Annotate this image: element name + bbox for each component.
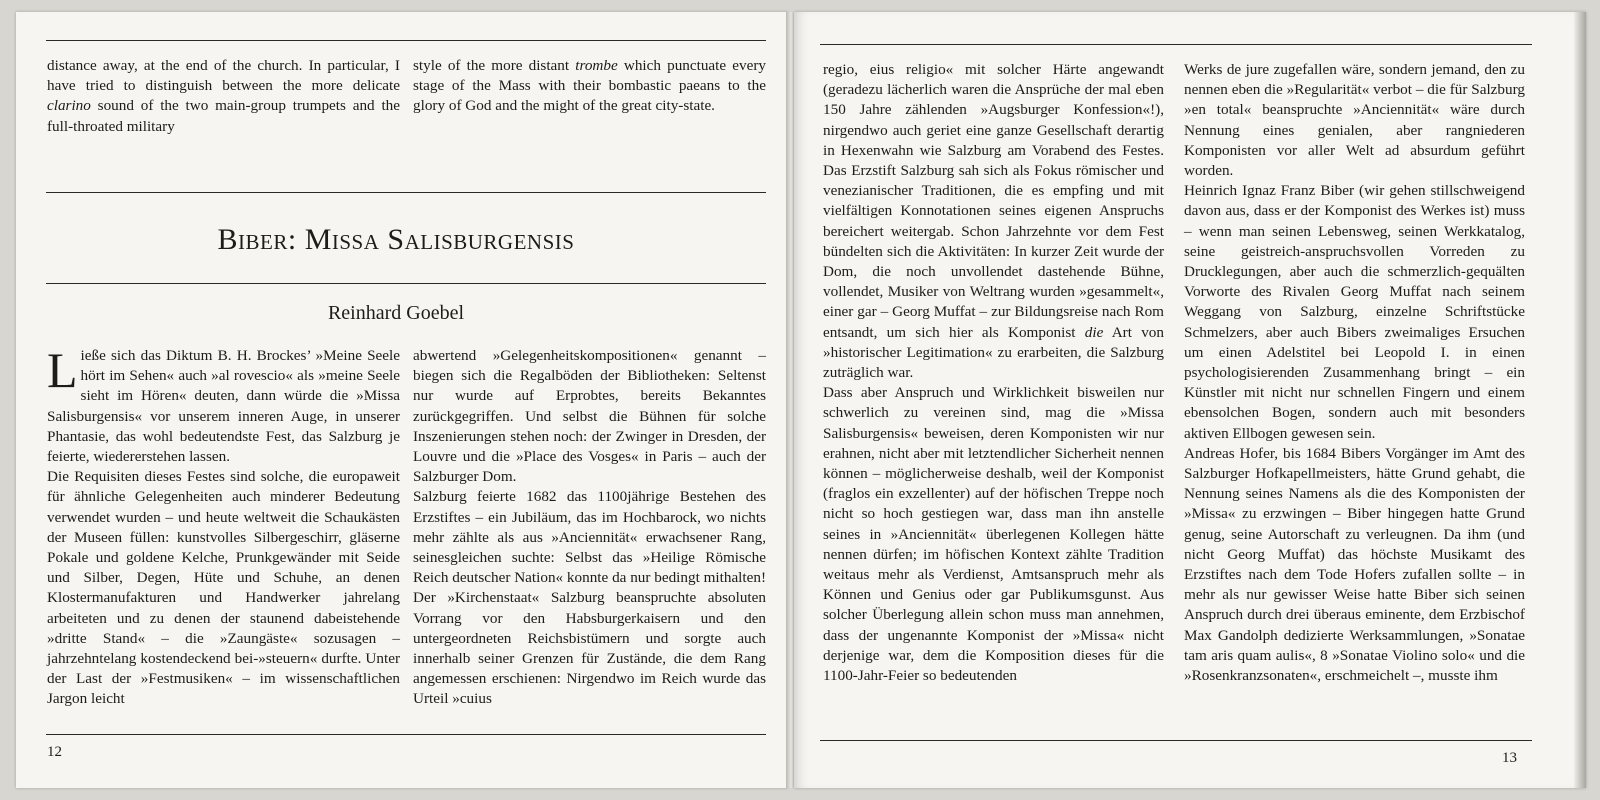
article-title: Biber: Missa Salisburgensis bbox=[217, 223, 575, 256]
top-rule bbox=[46, 40, 766, 41]
show-through bbox=[56, 162, 756, 182]
right-page bbox=[794, 12, 1586, 788]
body-left-para-1: ieße sich das Diktum B. H. Brockes’ »Meine Seele hört im Sehen« auch »al rovescio« als »meine Seele sieht im Hören« deuten, dann würde die »Missa Salisburgensis« vor unserem inneren Auge, in unserer Phantasie, das wohl bedeutendste Fest, das Salzburg je feierte, wiedererstehen lassen. bbox=[47, 347, 400, 466]
page-edge bbox=[1574, 12, 1586, 788]
right-left-italic-die: die bbox=[1084, 323, 1104, 341]
body-column-right bbox=[413, 346, 766, 710]
right-left-para-1b: Art von »historischer Legitimation« zu erarbeiten, die Salzburg zuträglich war. bbox=[823, 323, 1164, 382]
intro-text-1: distance away, at the end of the church. In particular, I have tried to distinguish between the more delicate bbox=[47, 57, 400, 95]
page-number-right: 13 bbox=[1502, 750, 1517, 766]
right-column-right bbox=[1184, 60, 1525, 686]
right-right-para-3: Andreas Hofer, bis 1684 Bibers Vorgänger im Amt des Salzburger Hofkapellmeisters, hätte Grund gehabt, die Nennung seines Namens als die des Komponisten der »Missa« zu erzwingen – Biber hingegen hatte Grund genug, seine Autorschaft zu verleugnen. Da ihm (und nicht Georg Muffat) das höchste Musikamt des Erzstiftes nach dem Tode Hofers zufallen sollte – in mehr als nur gewisser Weise hatte Biber sich seinen Anspruch durch drei überaus eminente, dem Erzbischof Max Gandolph dedizierte Werksammlungen, »Sonatae tam aris quam aulis«, 8 »Sonatae Violino solo« und die »Rosenkranzsonaten«, erschmeichelt –, musste ihm bbox=[1184, 444, 1525, 685]
intro-text-3: style of the more distant bbox=[413, 57, 576, 74]
right-right-para-1: Werks de jure zugefallen wäre, sondern jemand, den zu nennen eben die »Regularität« verbot – die für Salzburg »en total« beanspruchte »Anciennität« wäre durch Nennung eines genialen, aber rangniederen Komponisten vor aller Welt ad absurdum geführt worden. bbox=[1184, 61, 1525, 180]
drop-cap: L bbox=[47, 342, 78, 398]
intro-italic-trombe: trombe bbox=[575, 57, 618, 74]
article-author: Reinhard Goebel bbox=[327, 302, 465, 324]
right-left-para-2: Dass aber Anspruch und Wirklichkeit bisweilen nur schwerlich zu vereinen sind, mag die »Missa Salisburgensis« beweisen, deren Komponisten wir nur erahnen, nicht aber mit letztendlicher Sicherheit nennen können – möglicherweise deshalb, weil der Komponist (fraglos ein exzellenter) auf der höfischen Treppe noch nicht so hoch gestiegen war, dass man ihn anstelle seines in »Anciennität« überlegenen Kollegen hätte nennen dürfen; im höfischen Kontext zählte Tradition weitaus mehr als Verdienst, Amtsanspruch mehr als Können und Genius oder gar Publikumsgunst. Aus solcher Überlegung allein schon muss man annehmen, dass der ungenannte Komponist der »Missa« nicht derjenige war, dem die Komposition dieses für die 1100-Jahr-Feier so bedeutenden bbox=[823, 384, 1164, 685]
body-column-left bbox=[47, 342, 400, 710]
title-rule-bottom bbox=[46, 283, 766, 284]
right-left-para-1a: regio, eius religio« mit solcher Härte angewandt (geradezu lächerlich waren die Ansprüche der mal eben 150 Jahre zählenden »Augsburger Konfession«!), nirgendwo auch geriet eine ganze Gesellschaft derartig in Hexenwahn wie Salzburg am Vorabend des Festes. Das Erzstift Salzburg sah sich als Fokus römischer und venezianischer Traditionen, die es empfing und mit vielfältigen Konnotationen seines eigenen Anspruchs bereichert weitergab. Schon Jahrzehnte vor dem Fest bündelten sich die Aktivitäten: In kurzer Zeit wurde der Dom, die noch unvollendet dastehende Bühne, vollendet, Musiker von Weltrang wurden »gesammelt«, einer gar – Georg Muffat – zur Bildungsreise nach Rom entsandt, um sich hier als Komponist bbox=[823, 61, 1164, 341]
left-page bbox=[16, 12, 788, 788]
intro-italic-clarino: clarino bbox=[47, 97, 91, 115]
intro-column-right bbox=[413, 56, 766, 117]
body-right-para-1: abwertend »Gelegenheitskompositionen« genannt – biegen sich die Regalböden der Bibliotheken: Seltenst nur wurde auf Erprobtes, bereits Bekanntes zurückgegriffen. Und selbst die Bühnen für solche Inszenierungen stehen noch: der Zwinger in Dresden, der Louvre und die »Place des Vosges« in Paris – auch der Salzburger Dom. bbox=[413, 347, 766, 486]
body-right-para-2: Salzburg feierte 1682 das 1100jährige Bestehen des Erzstiftes – ein Jubiläum, das im Hochbarock, wo nichts mehr zählte als aus »Anciennität« erwachsener Rang, seinesgleichen suchte: Selbst das »Heilige Römische Reich deutscher Nation« konnte da nur bedingt mithalten! Der »Kirchenstaat« Salzburg beanspruchte absoluten Vorrang vor den Habsburgerkaisern und den untergeordneten Reichsbistümern und sorgte auch innerhalb seiner Grenzen für Zustände, die dem Rang angemessen erschienen: Nirgendwo im Reich wurde das Urteil »cuius bbox=[413, 488, 767, 708]
bottom-rule bbox=[46, 734, 766, 735]
intro-column-left bbox=[47, 56, 400, 137]
page-number-left: 12 bbox=[47, 744, 62, 760]
body-left-para-2: Die Requisiten dieses Festes sind solche, die europaweit für ähnliche Gelegenheiten auch minderer Bedeutung verwendet wurden – und heute weltweit die Schaukästen der Museen füllen: kunstvolles Silbergeschirr, gläserne Pokale und goldene Kelche, Prunkgewänder mit Seide und Silber, Degen, Hüte und Schuhe, an denen Klostermanufakturen und Handwerker jahrelang arbeiteten und zu denen der staunend dabeistehende »dritte Stand« – die »Zaungäste« sozusagen – jahrzehntelang kostendeckend bei-»steuern« durfte. Unter der Last der »Festmusiken« – im wissenschaftlichen Jargon leicht bbox=[47, 468, 400, 708]
title-rule-top bbox=[46, 192, 766, 193]
right-right-para-2: Heinrich Ignaz Franz Biber (wir gehen stillschweigend davon aus, dass er der Komponist des Werkes ist) muss – wenn man seinen Lebensweg, seinen Werkkatalog, seine geistreich-anspruchsvollen Vorreden zu Drucklegungen, aber auch die schmerzlich-gequälten Vorworte des Rivalen Georg Muffat nach seinem Weggang von Salzburg, einzelne Schriftstücke Schmelzers, aber auch Bibers zweimaliges Ersuchen um einen Adelstitel bei Leopold I. in einen psychologisierenden Zusammenhang bringt – ein Künstler mit nicht nur schnellen Fingern und einem ebensolchen Bogen, sondern auch mit besonders aktiven Ellbogen gewesen sein. bbox=[1184, 182, 1525, 442]
intro-text-4: which punctuate every stage of the Mass with their bombastic paeans to the glory of God and the might of the great city-state. bbox=[413, 57, 766, 115]
bottom-rule-right bbox=[820, 740, 1532, 741]
right-column-left bbox=[823, 60, 1164, 686]
top-rule-right bbox=[820, 44, 1532, 45]
intro-text-2: sound of the two main-group trumpets and the full-throated military bbox=[47, 97, 400, 135]
